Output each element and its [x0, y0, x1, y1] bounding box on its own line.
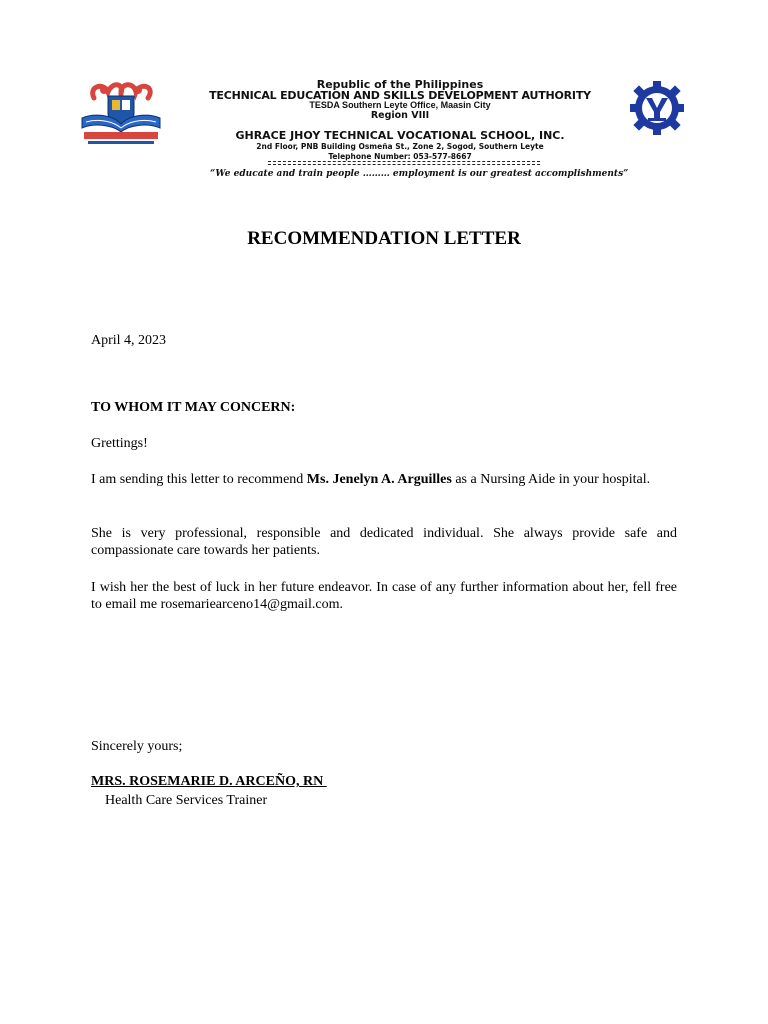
recommended-person-name: Ms. Jenelyn A. Arguilles — [306, 472, 452, 487]
closing: Sincerely yours; — [91, 739, 183, 754]
body-paragraph-2: She is very professional, responsible and dedicated individual. She always provide safe and compassionate care towards her patients. — [91, 526, 677, 558]
paragraph-text: I am sending this letter to recommend — [91, 472, 307, 487]
letterhead-country: Republic of the Philippines — [316, 78, 484, 91]
school-address: 2nd Floor, PNB Building Osmeña St., Zone 2, Sogod, Southern Leyte — [256, 142, 544, 151]
body-paragraph-1 — [91, 471, 677, 488]
school-seal-icon — [74, 78, 168, 146]
tesda-gear-logo-icon — [622, 80, 692, 136]
letterhead-agency: TECHNICAL EDUCATION AND SKILLS DEVELOPMENT AUTHORITY — [209, 89, 591, 102]
body-paragraph-3: I wish her the best of luck in her future endeavor. In case of any further information about her, fell free to email me rosemariearceno14@gmail.com. — [91, 580, 677, 612]
paragraph-text: as a Nursing Aide in your hospital. — [451, 472, 651, 487]
greeting: Grettings! — [91, 436, 148, 451]
letterhead-region: Region VIII — [370, 110, 430, 121]
letter-title: RECOMMENDATION LETTER — [247, 228, 521, 249]
school-motto: “We educate and train people ……… employment is our greatest accomplishments” — [210, 169, 629, 179]
signer-name: MRS. ROSEMARIE D. ARCEÑO, RN — [91, 774, 327, 789]
signer-title: Health Care Services Trainer — [105, 793, 268, 808]
letterhead-divider — [268, 161, 540, 165]
salutation: TO WHOM IT MAY CONCERN: — [91, 400, 296, 415]
school-telephone: Telephone Number: 053-577-8667 — [328, 152, 472, 161]
letterhead-office: TESDA Southern Leyte Office, Maasin City — [309, 100, 491, 110]
school-name: GHRACE JHOY TECHNICAL VOCATIONAL SCHOOL, INC. — [235, 129, 565, 142]
letter-date: April 4, 2023 — [91, 333, 167, 348]
